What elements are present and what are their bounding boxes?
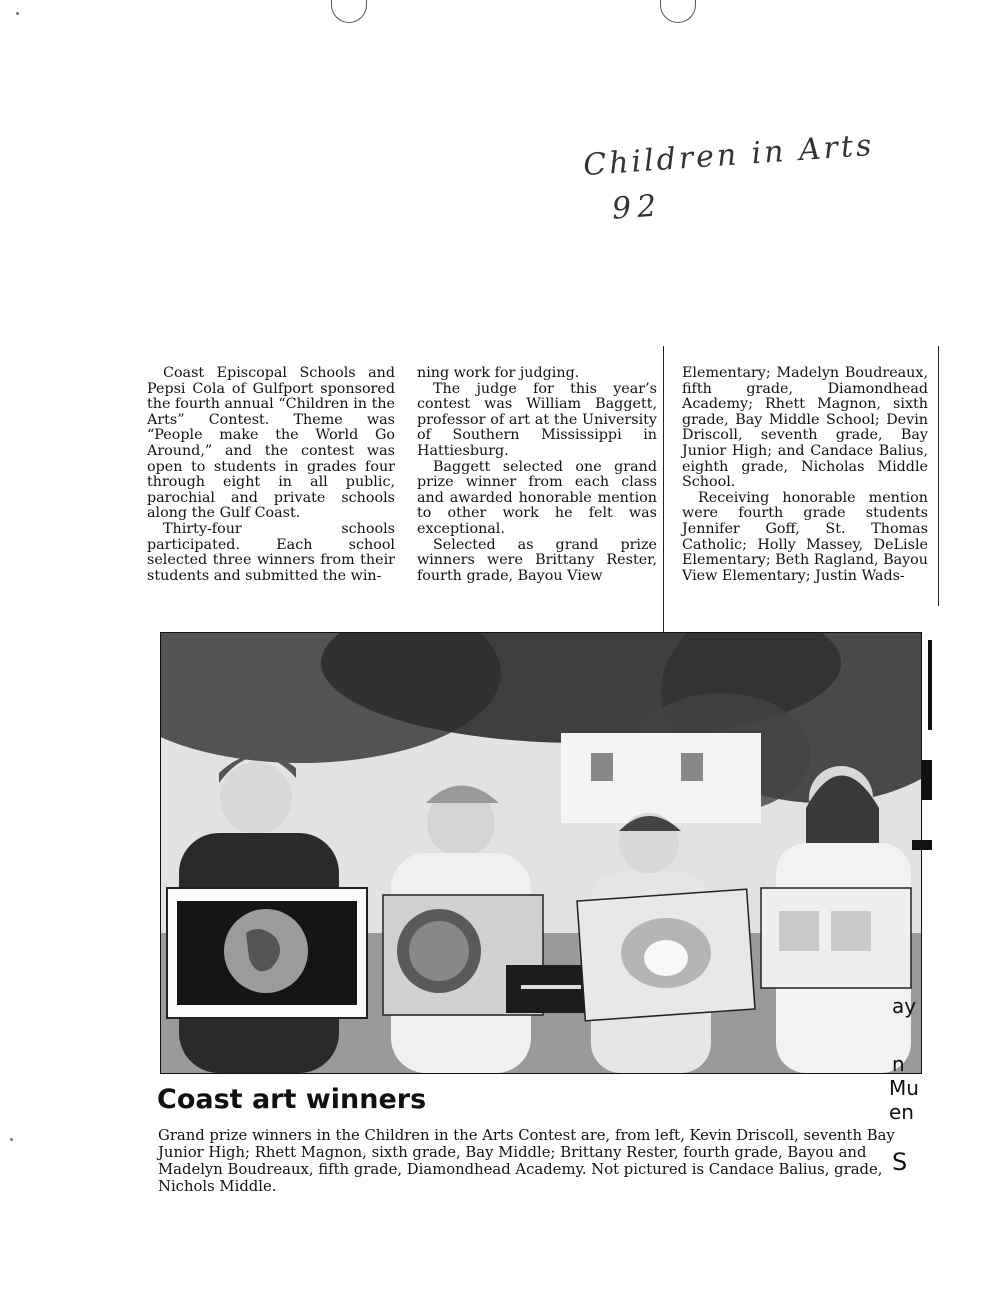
adjacent-clipping-edge: [922, 760, 932, 800]
article-paragraph: ning work for judging.: [417, 365, 580, 381]
article-paragraph: Coast Episcopal Schools and Pepsi Cola of Gulfport sponsored the fourth annual “Children in the Arts” Contest. Theme was “People make the World Go Around,” and the contest was open to students in grades four through eight in all public, parochial and private schools along the Gulf Coast.: [147, 365, 395, 522]
article-column-3: [682, 366, 928, 584]
column-rule: [938, 346, 939, 606]
article-paragraph: Selected as grand prize winners were Brittany Rester, fourth grade, Bayou View: [417, 536, 657, 584]
photo-caption: Grand prize winners in the Children in the Arts Contest are, from left, Kevin Driscoll, seventh Bay Junior High; Rhett Magnon, sixth grade, Bay Middle; Brittany Rester, fourth grade, Bayou and Madelyn Boudreaux, fifth grade, Diamondhead Academy. Not pictured is Candace Balius, grade, Nichols Middle.: [158, 1127, 895, 1195]
punch-hole-left: [331, 0, 367, 23]
article-paragraph: Baggett selected one grand prize winner from each class and awarded honorable mention to other work he felt was exceptional.: [417, 458, 657, 537]
handwritten-note-title: Children in Arts: [582, 127, 876, 184]
article-paragraph: Receiving honorable mention were fourth grade students Jennifer Goff, St. Thomas Catholic; Holly Massey, DeLisle Elementary; Beth Ragland, Bayou View Elementary; Justin Wads-: [682, 489, 928, 584]
scan-speck: [10, 1138, 13, 1141]
punch-hole-right: [660, 0, 696, 23]
adjacent-clipping-fragment: Mu: [889, 1076, 919, 1100]
article-paragraph: Thirty-four schools participated. Each school selected three winners from their students and submitted the win-: [147, 520, 395, 584]
adjacent-clipping-fragment: n: [892, 1052, 905, 1076]
article-column-2: [417, 366, 657, 584]
scan-speck: [16, 12, 19, 15]
column-rule: [663, 346, 664, 636]
article-paragraph: The judge for this year’s contest was William Baggett, professor of art at the University of Southern Mississippi in Hattiesburg.: [417, 380, 657, 459]
adjacent-clipping-fragment: S: [892, 1148, 908, 1176]
adjacent-clipping-edge: [912, 840, 932, 850]
article-column-1: [147, 366, 395, 584]
news-photo-illustration: [161, 633, 921, 1076]
adjacent-clipping-edge: [928, 640, 932, 730]
news-photo: [160, 632, 922, 1074]
adjacent-clipping-fragment: ay: [892, 994, 917, 1018]
photo-headline: Coast art winners: [157, 1084, 427, 1115]
handwritten-note-year: 92: [610, 188, 664, 227]
adjacent-clipping-fragment: en: [889, 1100, 914, 1124]
article-paragraph: Elementary; Madelyn Boudreaux, fifth grade, Diamondhead Academy; Rhett Magnon, sixth grade, Bay Middle School; Devin Driscoll, seventh grade, Bay Junior High; and Candace Balius, eighth grade, Nicholas Middle School.: [682, 365, 928, 491]
